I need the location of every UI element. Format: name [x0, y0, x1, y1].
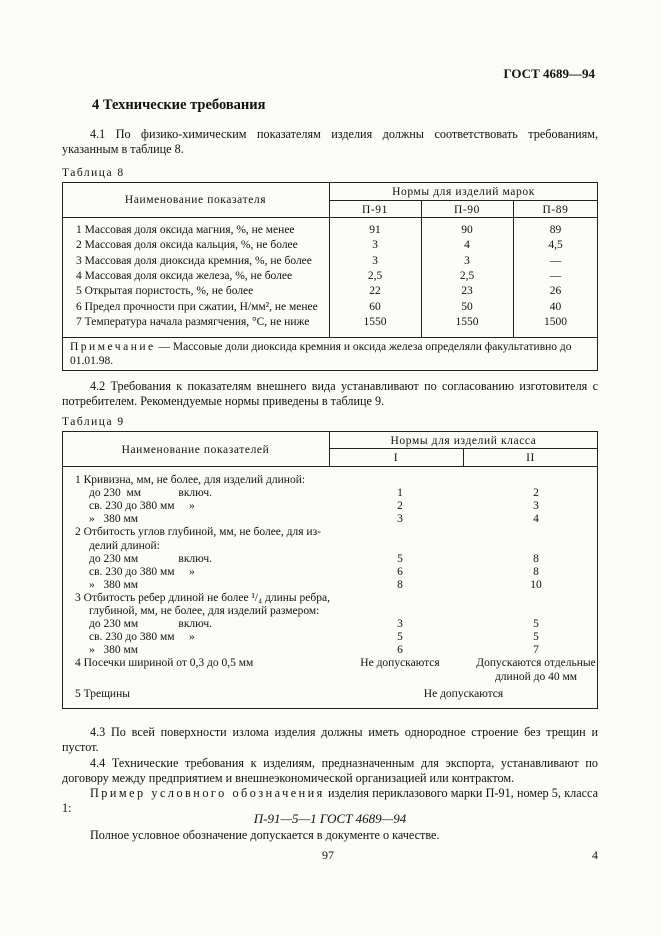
table-9-cell: 6	[397, 644, 403, 657]
table-8-brand: П-90	[453, 204, 481, 216]
table-8-cell: 40	[549, 300, 562, 313]
table-8-cell: 1550	[363, 315, 387, 328]
table-8-cell: 3	[372, 254, 378, 267]
table-8-cell: —	[549, 254, 562, 267]
table-8-cell: 26	[549, 285, 562, 298]
table-9-cell: Не допускаются	[360, 657, 440, 670]
table-8-row-name: 4 Массовая доля оксида железа, %, не более	[76, 269, 293, 282]
table-9-cell: 8	[533, 552, 539, 565]
table-8-brand: П-91	[361, 204, 389, 216]
table-9-row-name: св. 230 до 380 мм »	[89, 500, 195, 513]
table-8-cell: 3	[464, 254, 470, 267]
table-8-cell: 4	[464, 239, 470, 252]
closing-paragraph: Полное условное обозначение допускается в документе о качестве.	[90, 828, 440, 842]
table-9-row-name: 2 Отбитость углов глубиной, мм, не более, для из-	[75, 526, 321, 539]
table-8-row-name: 1 Массовая доля оксида магния, %, не менее	[76, 224, 295, 236]
table-9-row-name: 3 Отбитость ребер длиной не более ¹/₄ длины ребра,	[75, 591, 330, 604]
table-8-cell: 90	[461, 224, 473, 236]
table-9-row-name: до 230 мм включ.	[89, 618, 212, 631]
table-9-caption: Таблица 9	[62, 416, 125, 428]
table-9-row-name: » 380 мм	[89, 644, 139, 657]
table-9-row-name: делий длиной:	[89, 539, 160, 552]
table-9-cell: 2	[533, 487, 539, 500]
table-8-col-name: Наименование показателя	[124, 194, 267, 206]
table-8-row-name: 5 Открытая пористость, %, не более	[76, 285, 254, 298]
table-8-brand: П-89	[542, 204, 569, 216]
section-title: 4 Технические требования	[92, 97, 266, 113]
table-9-cell: 2	[397, 500, 403, 513]
table-8-row-name: 7 Температура начала размягчения, °С, не ниже	[76, 315, 310, 328]
table-9-cell: 8	[533, 565, 539, 578]
table-8-cell: 2,5	[367, 269, 383, 282]
note-text: — Массовые доли диоксида кремния и оксида железа определяли факультативно до 01.01.98.	[70, 341, 572, 367]
table-9-cell: 10	[530, 578, 542, 591]
table-8-cell: 23	[461, 285, 473, 298]
table-8-row-name: 3 Массовая доля диоксида кремния, %, не более	[76, 254, 312, 267]
note-label: Примечание	[70, 341, 156, 353]
table-8-cell: 1550	[455, 315, 479, 328]
document-code: ГОСТ 4689—94	[503, 66, 595, 81]
table-9-row-name: глубиной, мм, не более, для изделий размером:	[89, 605, 320, 617]
table-9-row-name: до 230 мм включ.	[89, 552, 212, 565]
table-8-col-group: Нормы для изделий марок	[392, 186, 535, 198]
table-8-cell: —	[549, 269, 562, 282]
example-text: изделия периклазового марки П-91, номер 5, класса 1:	[62, 786, 598, 815]
designation-example: П-91—5—1 ГОСТ 4689—94	[253, 811, 407, 826]
paragraph-4-4: 4.4 Технические требования к изделиям, предназначенным для экспорта, устанавливают по договору между предприятием и внешнеэкономической организацией или контрактом.	[62, 756, 598, 785]
table-9-cell: 5	[533, 618, 539, 631]
table-9-cell: 3	[397, 618, 403, 631]
table-9-cell: 1	[397, 487, 403, 500]
table-9-cell: 6	[397, 565, 403, 578]
table-9-cell: 7	[533, 644, 539, 657]
table-9-class: II	[526, 452, 535, 464]
table-9-cell: 3	[397, 513, 403, 526]
table-9-row-name: » 380 мм	[89, 578, 139, 591]
paragraph-4-1: 4.1 По физико-химическим показателям изделия должны соответствовать требованиям, указанным в таблице 8.	[62, 127, 598, 156]
table-8-caption: Таблица 8	[62, 167, 125, 179]
table-9-cell: 4	[533, 513, 539, 526]
table-9-cell: длиной до 40 мм	[494, 670, 578, 683]
table-8-cell: 60	[369, 300, 381, 313]
table-9-cell: 5	[397, 631, 403, 644]
paragraph-4-2: 4.2 Требования к показателям внешнего вида устанавливают по согласованию изготовителя с потребителем. Рекомендуемые нормы приведены в таблице 9.	[62, 379, 598, 408]
table-9-cell: 5	[397, 552, 403, 565]
table-9-class: I	[393, 452, 399, 464]
table-8-cell: 50	[461, 300, 473, 313]
table-8-row-name: 2 Массовая доля оксида кальция, %, не более	[76, 239, 298, 252]
table-9-cell: 3	[533, 500, 539, 513]
table-8-cell: 1500	[544, 315, 567, 328]
table-9-cell: 8	[397, 578, 403, 591]
table-8-cell: 4,5	[548, 239, 563, 252]
table-8-cell: 89	[549, 224, 562, 236]
table-8-cell: 2,5	[459, 269, 475, 282]
page-number: 97	[322, 848, 334, 862]
table-8-note	[70, 340, 594, 368]
table-9-row-name: св. 230 до 380 мм »	[89, 565, 195, 578]
table-9-row-name: 5 Трещины	[75, 688, 130, 700]
table-9-row-value: Не допускаются	[423, 688, 504, 700]
table-8-cell: 3	[372, 239, 378, 252]
table-9-cell: 5	[533, 631, 539, 644]
table-9-col-name: Наименование показателей	[121, 444, 270, 456]
table-9-cell: Допускаются отдельные	[476, 657, 596, 670]
example-label: Пример условного обозначения	[90, 786, 325, 800]
table-8-cell: 22	[369, 285, 381, 298]
table-8-cell: 91	[369, 224, 381, 236]
table-9-row-name: св. 230 до 380 мм »	[89, 631, 195, 644]
table-9-row-name: 4 Посечки шириной от 0,3 до 0,5 мм	[75, 657, 254, 670]
paragraph-4-3: 4.3 По всей поверхности излома изделия должны иметь однородное строение без трещин и пустот.	[62, 725, 598, 754]
table-9-row-name: до 230 мм включ.	[89, 487, 212, 500]
table-8-row-name: 6 Предел прочности при сжатии, Н/мм², не менее	[76, 300, 318, 313]
sheet-number: 4	[592, 848, 598, 862]
table-9-col-group: Нормы для изделий класса	[390, 435, 537, 447]
table-9-row-name: 1 Кривизна, мм, не более, для изделий длиной:	[75, 474, 306, 486]
table-9-row-name: » 380 мм	[89, 513, 139, 526]
